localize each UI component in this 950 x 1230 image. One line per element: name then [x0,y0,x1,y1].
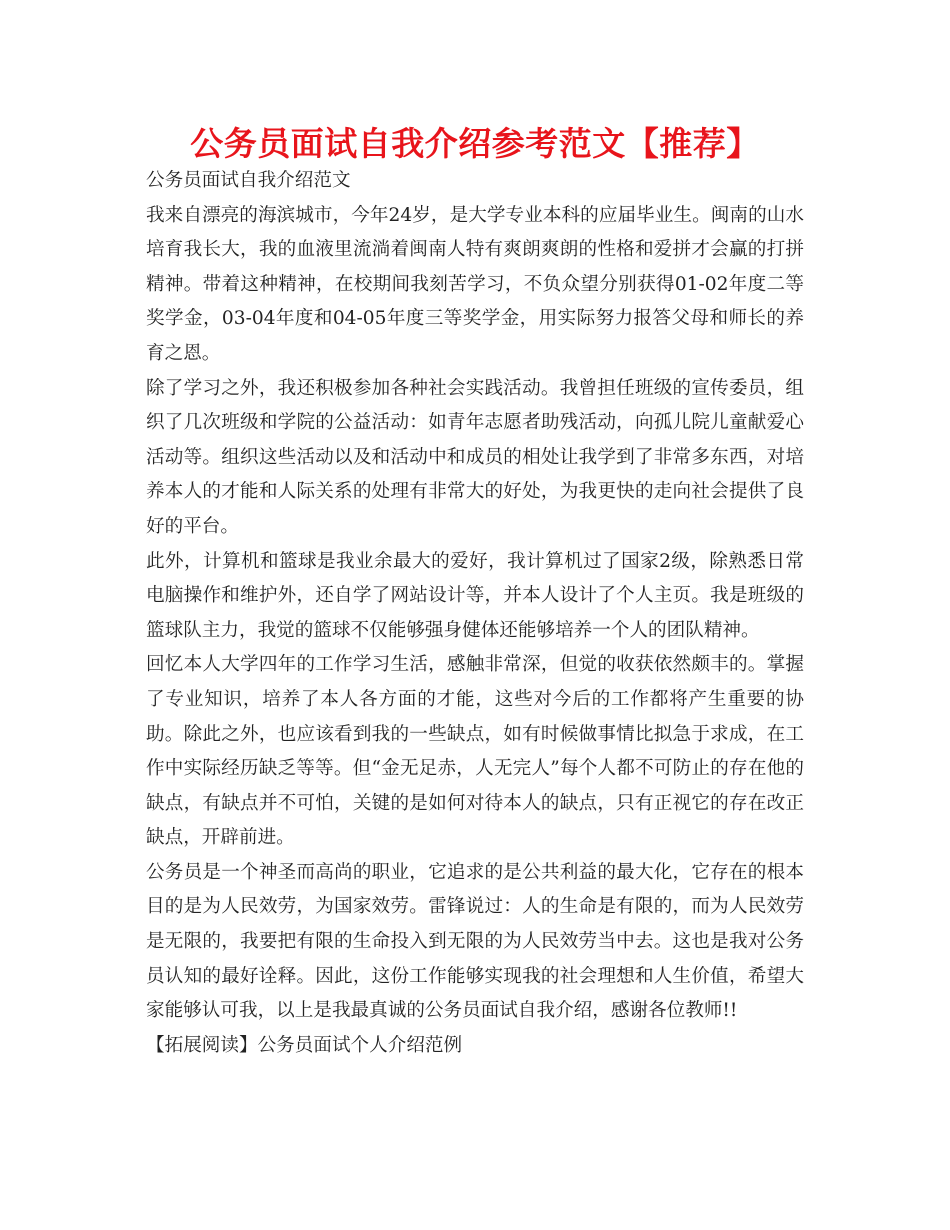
paragraph-civil-service: 公务员是一个神圣而高尚的职业，它追求的是公共利益的最大化，它存在的根本目的是为人民效劳，为国家效劳。雷锋说过：人的生命是有限的，而为人民效劳是无限的，我要把有限的生命投入到无限的为人民效劳当中去。这也是我对公务员认知的最好诠释。因此，这份工作能够实现我的社会理想和人生价值，希望大家能够认可我，以上是我最真诚的公务员面试自我介绍，感谢各位教师!! [146,861,804,1022]
document-body [146,164,804,1063]
paragraph-hobbies: 此外，计算机和篮球是我业余最大的爱好，我计算机过了国家2级，除熟悉日常电脑操作和维护外，还自学了网站设计等，并本人设计了个人主页。我是班级的篮球队主力，我觉的篮球不仅能够强身健体还能够培养一个人的团队精神。 [146,550,804,641]
document-title: 公务员面试自我介绍参考范文【推荐】 [190,124,760,163]
paragraph-activities: 除了学习之外，我还积极参加各种社会实践活动。我曾担任班级的宣传委员，组织了几次班级和学院的公益活动：如青年志愿者助残活动，向孤儿院儿童献爱心活动等。组织这些活动以及和活动中和成员的相处让我学到了非常多东西，对培养本人的才能和人际关系的处理有非常大的好处，为我更快的走向社会提供了良好的平台。 [146,377,804,537]
paragraph-intro: 我来自漂亮的海滨城市，今年24岁，是大学专业本科的应届毕业生。闽南的山水培育我长大，我的血液里流淌着闽南人特有爽朗爽朗的性格和爱拼才会赢的打拼精神。带着这种精神，在校期间我刻苦学习，不负众望分别获得01-02年度二等奖学金，03-04年度和04-05年度三等奖学金，用实际努力报答父母和师长的养育之恩。 [146,204,804,364]
document-subtitle: 公务员面试自我介绍范文 [146,170,351,191]
paragraph-reflection: 回忆本人大学四年的工作学习生活，感触非常深，但觉的收获依然颇丰的。掌握了专业知识，培养了本人各方面的才能，这些对今后的工作都将产生重要的协助。除此之外，也应该看到我的一些缺点，如有时候做事情比拟急于求成，在工作中实际经历缺乏等等。但“金无足赤，人无完人”每个人都不可防止的存在他的缺点，有缺点并不可怕，关键的是如何对待本人的缺点，只有正视它的存在改正缺点，开辟前进。 [146,654,804,849]
extended-reading-heading: 【拓展阅读】公务员面试个人介绍范例 [146,1034,463,1056]
